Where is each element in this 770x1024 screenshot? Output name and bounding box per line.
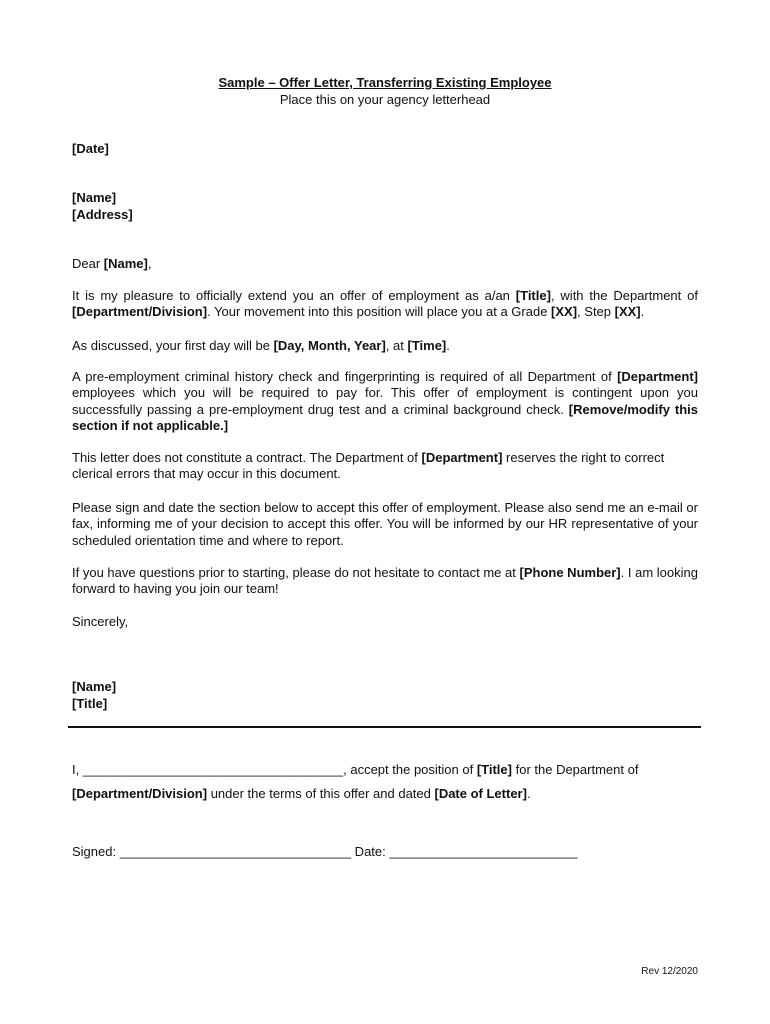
acceptance-line-1: I, ____________________________________, accept the position of [Title] for the Department of: [72, 762, 639, 777]
name-blank[interactable]: ____________________________________: [82, 762, 344, 777]
paragraph-offer: It is my pleasure to officially extend you an offer of employment as a/an [Title], with the Department of [Department/Division]. Your movement into this position will place you at a Grade [XX], Step [XX].: [72, 288, 698, 320]
signature-name: [Name]: [72, 679, 117, 694]
revision-label: Rev 12/2020: [641, 966, 698, 977]
recipient-name: [Name]: [72, 190, 117, 205]
salutation: Dear [Name],: [72, 256, 152, 271]
paragraph-contract: This letter does not constitute a contract. The Department of [Department] reserves the right to correct clerical errors that may occur in this document.: [72, 450, 665, 482]
acceptance-line-2: [Department/Division] under the terms of this offer and dated [Date of Letter].: [72, 786, 531, 801]
recipient-address: [Address]: [72, 207, 133, 222]
paragraph-sign-instructions: Please sign and date the section below to accept this offer of employment. Please also send me an e-mail or fax, informing me of your decision to accept this offer. You will be informed by our HR representative of your scheduled orientation time and where to report.: [72, 500, 698, 548]
paragraph-first-day: As discussed, your first day will be [Day, Month, Year], at [Time].: [72, 338, 450, 353]
signature-date-line: Signed: ________________________________ Date: __________________________: [72, 844, 578, 859]
closing: Sincerely,: [72, 614, 129, 629]
paragraph-questions: If you have questions prior to starting, please do not hesitate to contact me at [Phone Number]. I am looking forward to having you join our team!: [72, 565, 698, 597]
date-placeholder: [Date]: [72, 141, 109, 156]
paragraph-background-check: A pre-employment criminal history check and fingerprinting is required of all Department of [Department] employees which you will be required to pay for. This offer of employment is contingent upon you successfully passing a pre-employment drug test and a criminal background check. [Remove/modify this section if not applicable.]: [72, 369, 698, 434]
signature-title: [Title]: [72, 696, 108, 711]
document-title: Sample – Offer Letter, Transferring Existing Employee: [218, 75, 552, 90]
date-blank[interactable]: __________________________: [389, 844, 578, 859]
signature-blank[interactable]: ________________________________: [119, 844, 352, 859]
document-subtitle: Place this on your agency letterhead: [279, 92, 491, 107]
section-divider: [68, 726, 701, 728]
